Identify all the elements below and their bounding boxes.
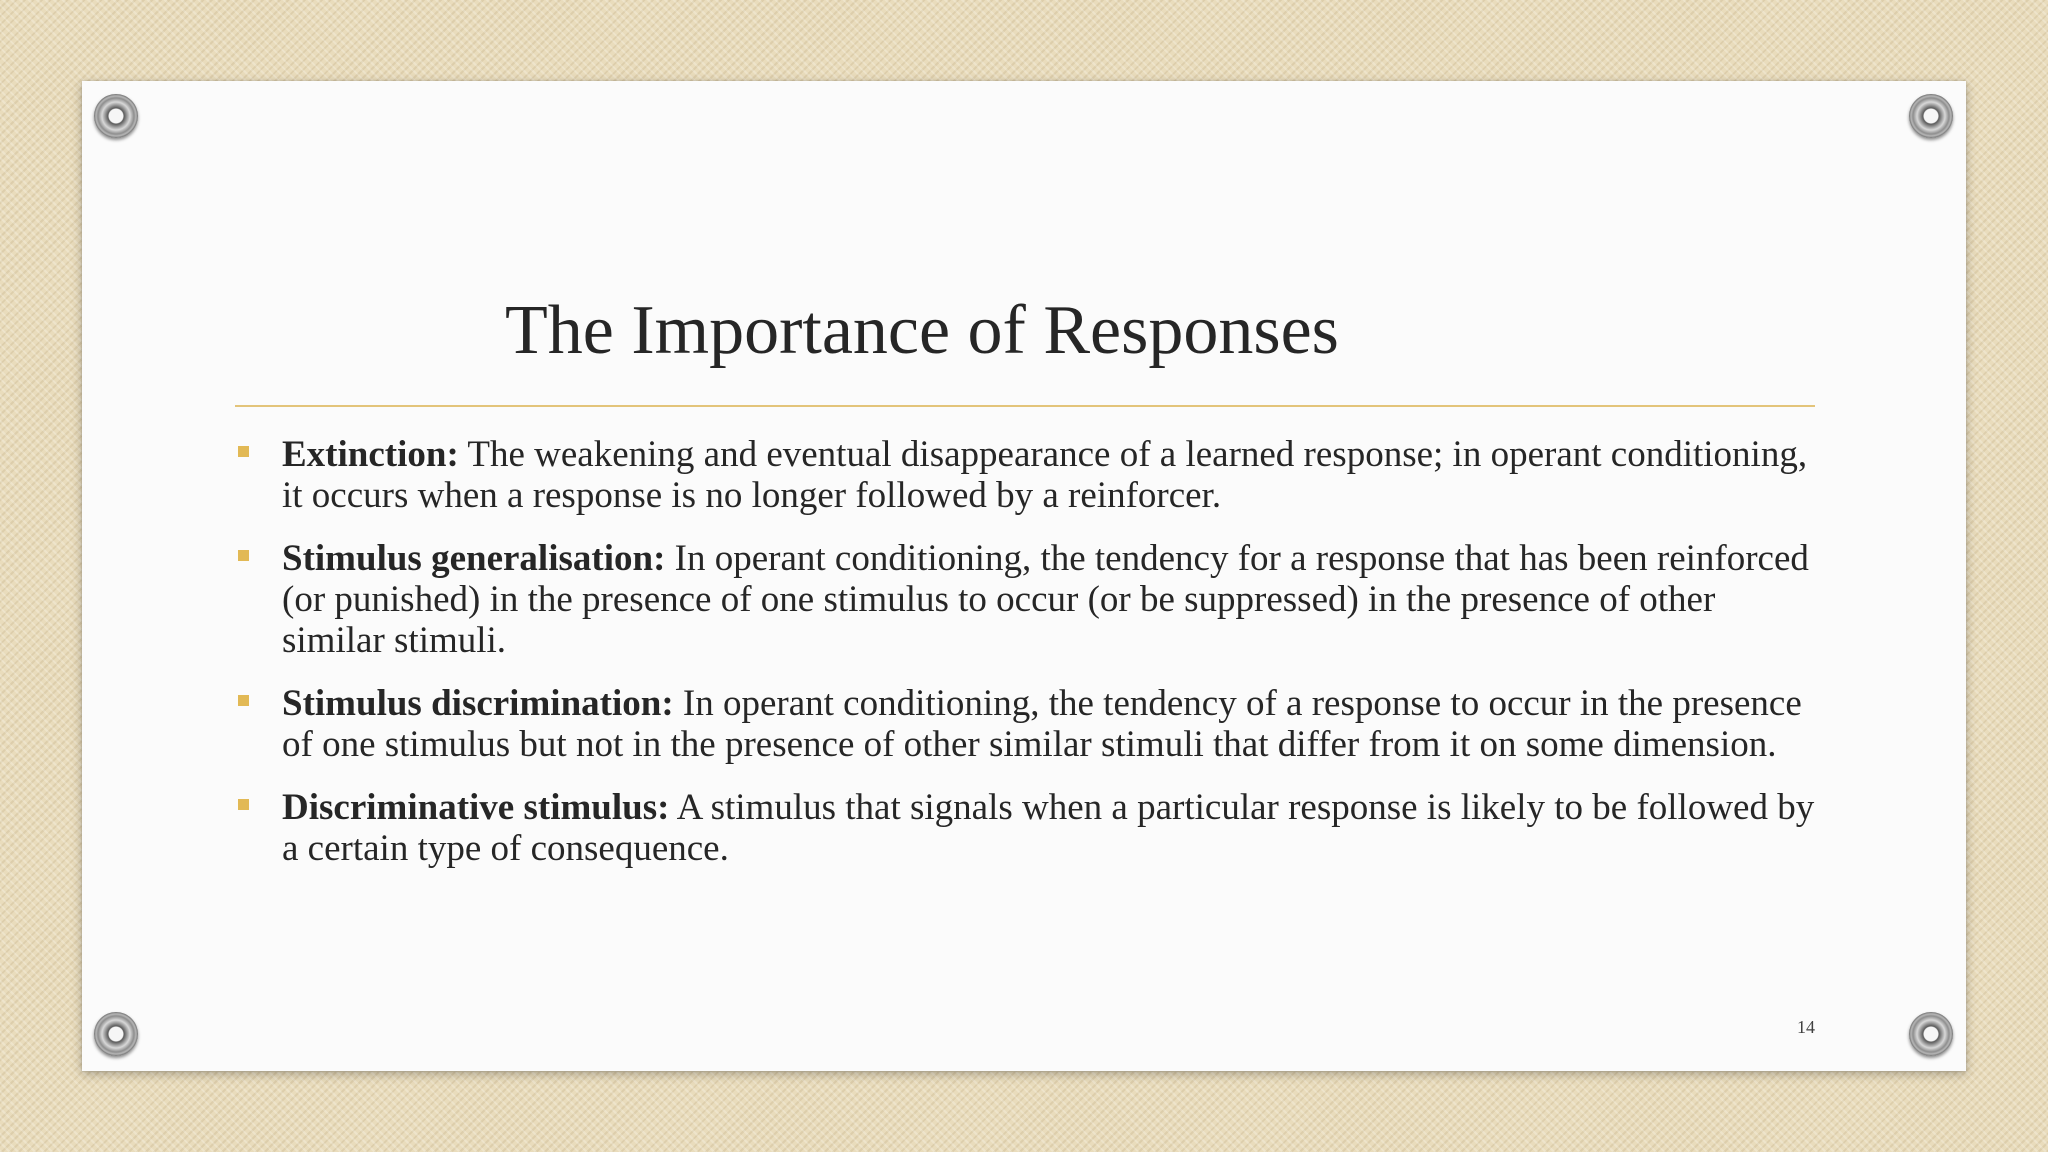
title-divider [235,405,1815,407]
grommet-icon-top-right [1909,94,1953,138]
bullet-term: Discriminative stimulus: [282,787,670,828]
square-bullet-icon [238,799,249,810]
bullet-definition: The weakening and eventual disappearance of a learned response; in operant conditioning, it occurs when a response is no longer followed by a reinforcer. [282,434,1808,516]
bullet-item-discriminative-stimulus [236,787,1816,869]
square-bullet-icon [238,695,249,706]
bullet-item-stimulus-generalisation [236,538,1816,661]
page-number: 14 [1797,1017,1815,1037]
grommet-icon-top-left [94,94,138,138]
slide-title: The Importance of Responses [505,292,1339,369]
bullet-item-stimulus-discrimination [236,683,1816,765]
bullet-item-extinction [236,434,1816,516]
bullet-term: Extinction: [282,434,459,475]
bullet-term: Stimulus generalisation: [282,538,666,579]
grommet-icon-bottom-left [94,1012,138,1056]
grommet-icon-bottom-right [1909,1012,1953,1056]
bullet-definition: In operant conditioning, the tendency of a response to occur in the presence of one stimulus but not in the presence of other similar stimuli that differ from it on some dimension. [282,683,1802,765]
bullet-definition: A stimulus that signals when a particular response is likely to be followed by a certain type of consequence. [282,787,1815,869]
bullet-definition: In operant conditioning, the tendency for a response that has been reinforced (or punished) in the presence of one stimulus to occur (or be suppressed) in the presence of other similar stimuli. [282,538,1809,661]
square-bullet-icon [238,446,249,457]
square-bullet-icon [238,550,249,561]
bullet-list [236,434,1816,891]
bullet-term: Stimulus discrimination: [282,683,674,724]
